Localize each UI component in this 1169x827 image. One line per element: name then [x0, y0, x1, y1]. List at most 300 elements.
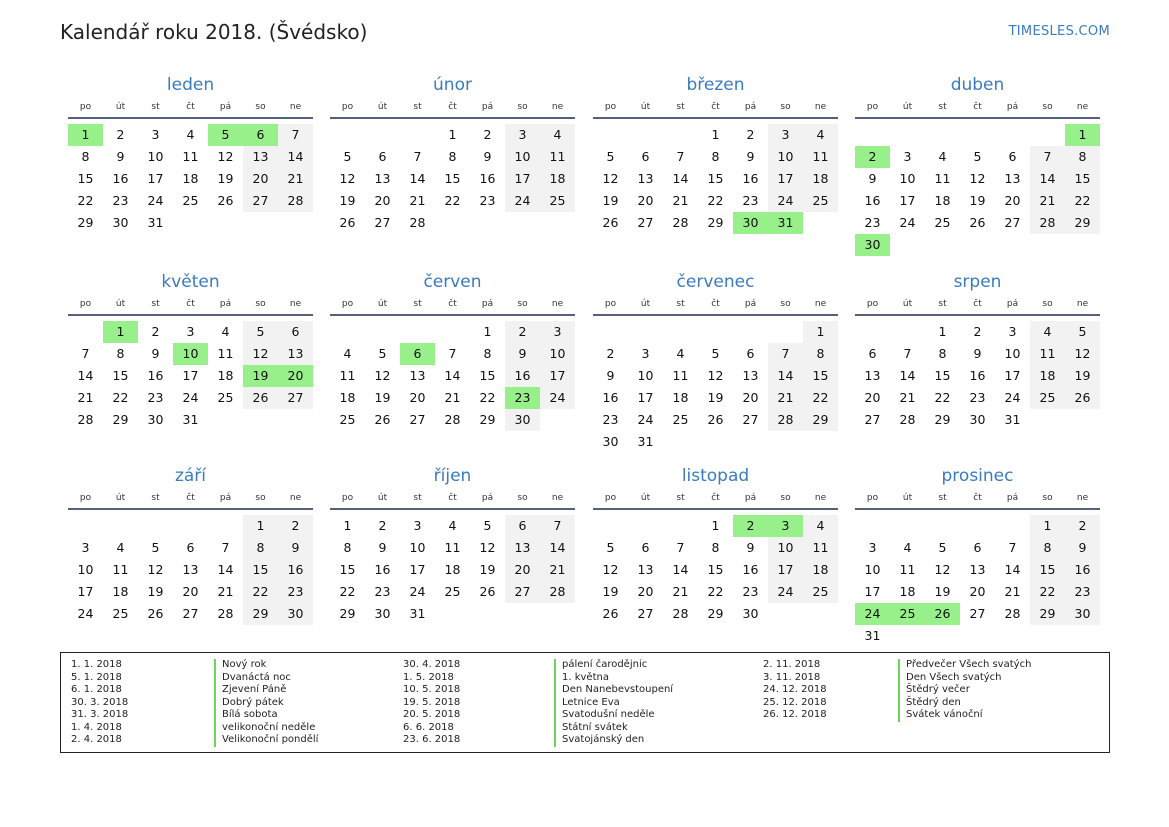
day-cell: 28 — [77, 412, 94, 427]
day-cell: 17 — [768, 168, 803, 190]
day-cell: 2 — [151, 324, 160, 339]
day-cell: 13 — [637, 171, 654, 186]
weekday-label: st — [151, 493, 160, 503]
day-cell: 4 — [221, 324, 230, 339]
month-name: květen — [161, 272, 220, 292]
day-cell: 22 — [479, 390, 496, 405]
day-cell: 29 — [479, 412, 496, 427]
weekday-label: po — [604, 493, 617, 503]
day-cell: 21 — [409, 193, 426, 208]
legend-holiday-name: Velikonoční pondělí — [214, 734, 318, 747]
day-cell: 29 — [934, 412, 951, 427]
weekday-header — [68, 294, 313, 316]
day-cell: 16 — [742, 171, 759, 186]
day-cell: 26 — [147, 606, 164, 621]
day-cell: 18 — [112, 584, 129, 599]
day-cell: 1 — [711, 518, 720, 533]
day-cell: 20 — [969, 584, 986, 599]
weekday-label: so — [255, 493, 266, 503]
day-cell: 31 — [409, 606, 426, 621]
day-cell: 24 — [768, 581, 803, 603]
day-cell: 30 — [374, 606, 391, 621]
day-cell: 14 — [278, 146, 313, 168]
weekday-label: pá — [744, 299, 757, 309]
weekday-label: pá — [219, 102, 232, 112]
weekday-label: út — [115, 493, 126, 503]
legend-holiday-name: velikonoční neděle — [214, 722, 318, 735]
day-cell: 23 — [1065, 581, 1100, 603]
day-cell: 7 — [768, 343, 803, 365]
weekday-label: so — [517, 299, 528, 309]
day-cell: 12 — [1065, 343, 1100, 365]
day-cell: 16 — [505, 365, 540, 387]
month-5 — [68, 270, 313, 427]
day-cell: 14 — [672, 562, 689, 577]
weekday-label: po — [79, 102, 92, 112]
day-cell: 10 — [540, 343, 575, 365]
day-cell: 13 — [182, 562, 199, 577]
weekday-header — [593, 294, 838, 316]
day-cell: 7 — [676, 149, 685, 164]
day-cell: 27 — [278, 387, 313, 409]
weekday-label: so — [255, 102, 266, 112]
month-name: březen — [686, 75, 745, 95]
legend-holiday-name: Nový rok — [214, 659, 318, 672]
day-cell: 2 — [505, 321, 540, 343]
month-name: červenec — [676, 272, 755, 292]
day-cell: 22 — [444, 193, 461, 208]
day-cell: 8 — [343, 540, 352, 555]
weekday-label: po — [341, 102, 354, 112]
weekday-label: so — [1042, 493, 1053, 503]
day-cell: 4 — [540, 124, 575, 146]
day-cell: 19 — [602, 193, 619, 208]
weekday-label: so — [780, 493, 791, 503]
day-cell: 7 — [903, 346, 912, 361]
day-cell: 7 — [413, 149, 422, 164]
day-cell: 20 — [243, 168, 278, 190]
day-cell: 18 — [182, 171, 199, 186]
weekday-label: so — [780, 102, 791, 112]
day-cell: 8 — [938, 346, 947, 361]
day-cell: 6 — [868, 346, 877, 361]
day-cell: 1 — [938, 324, 947, 339]
day-cell: 4 — [903, 540, 912, 555]
day-cell: 21 — [217, 584, 234, 599]
day-cell: 12 — [374, 368, 391, 383]
day-cell: 3 — [768, 124, 803, 146]
day-cell: 20 — [864, 390, 881, 405]
day-cell: 26 — [374, 412, 391, 427]
day-cell: 14 — [77, 368, 94, 383]
month-name: září — [174, 466, 207, 486]
day-cell: 25 — [672, 412, 689, 427]
day-cell: 23 — [112, 193, 129, 208]
day-cell: 28 — [768, 409, 803, 431]
legend-date: 30. 3. 2018 — [71, 696, 129, 708]
day-cell: 9 — [483, 149, 492, 164]
day-cell: 8 — [1030, 537, 1065, 559]
legend-holiday-name: pálení čarodějnic — [554, 659, 673, 672]
day-cell: 2 — [116, 127, 125, 142]
weekday-label: so — [517, 102, 528, 112]
holiday-day: 31 — [768, 212, 803, 234]
day-cell: 28 — [672, 215, 689, 230]
month-10 — [330, 464, 575, 621]
day-cell: 7 — [1008, 540, 1017, 555]
day-cell: 15 — [1065, 168, 1100, 190]
weekday-label: út — [377, 299, 388, 309]
day-cell: 15 — [339, 562, 356, 577]
day-cell: 1 — [803, 321, 838, 343]
month-1 — [68, 73, 313, 230]
legend-date: 10. 5. 2018 — [403, 684, 461, 695]
month-name: červen — [423, 272, 482, 292]
day-cell: 24 — [1004, 390, 1021, 405]
day-cell: 29 — [112, 412, 129, 427]
holiday-day: 24 — [855, 603, 890, 625]
day-cell: 22 — [339, 584, 356, 599]
day-cell: 11 — [803, 537, 838, 559]
day-cell: 7 — [221, 540, 230, 555]
day-cell: 28 — [1030, 212, 1065, 234]
day-cell: 23 — [278, 581, 313, 603]
day-cell: 22 — [1030, 581, 1065, 603]
weekday-header — [330, 488, 575, 510]
legend-date: 1. 4. 2018 — [71, 721, 122, 733]
day-cell: 8 — [803, 343, 838, 365]
day-cell: 25 — [217, 390, 234, 405]
day-cell: 23 — [742, 193, 759, 208]
holiday-day: 2 — [733, 515, 768, 537]
day-cell: 11 — [803, 146, 838, 168]
day-cell: 29 — [803, 409, 838, 431]
day-cell: 17 — [77, 584, 94, 599]
weekday-label: st — [938, 493, 947, 503]
day-cell: 6 — [641, 149, 650, 164]
day-cell: 3 — [540, 321, 575, 343]
day-cell: 18 — [540, 168, 575, 190]
day-cell: 23 — [602, 412, 619, 427]
day-cell: 6 — [641, 540, 650, 555]
day-cell: 24 — [637, 412, 654, 427]
day-cell: 27 — [637, 606, 654, 621]
day-cell: 18 — [217, 368, 234, 383]
day-cell: 13 — [374, 171, 391, 186]
day-cell: 12 — [339, 171, 356, 186]
day-cell: 16 — [1065, 559, 1100, 581]
weekday-header — [68, 97, 313, 119]
day-cell: 3 — [505, 124, 540, 146]
day-cell: 8 — [243, 537, 278, 559]
weekday-header — [330, 294, 575, 316]
day-cell: 16 — [278, 559, 313, 581]
day-cell: 7 — [278, 124, 313, 146]
legend-holiday-name: Svatojánský den — [554, 734, 673, 747]
weekday-label: po — [866, 102, 879, 112]
day-cell: 8 — [448, 149, 457, 164]
day-cell: 11 — [182, 149, 199, 164]
brand-link[interactable]: TIMESLES.COM — [1008, 24, 1110, 39]
day-cell: 14 — [899, 368, 916, 383]
day-cell: 18 — [1030, 365, 1065, 387]
day-cell: 3 — [868, 540, 877, 555]
day-cell: 27 — [742, 412, 759, 427]
day-cell: 6 — [186, 540, 195, 555]
day-cell: 27 — [243, 190, 278, 212]
day-cell: 28 — [1004, 606, 1021, 621]
holiday-day: 2 — [855, 146, 890, 168]
weekday-label: pá — [219, 299, 232, 309]
day-cell: 11 — [540, 146, 575, 168]
weekday-label: st — [413, 299, 422, 309]
day-cell: 21 — [672, 193, 689, 208]
weekday-label: pá — [481, 493, 494, 503]
legend-date: 2. 11. 2018 — [763, 659, 821, 670]
holiday-day: 10 — [173, 343, 208, 365]
day-cell: 11 — [444, 540, 461, 555]
day-cell: 7 — [540, 515, 575, 537]
month-11 — [593, 464, 838, 621]
day-cell: 11 — [112, 562, 129, 577]
legend-date: 25. 12. 2018 — [763, 696, 827, 708]
weekday-label: čt — [186, 299, 195, 309]
day-cell: 5 — [483, 518, 492, 533]
day-cell: 3 — [186, 324, 195, 339]
day-cell: 26 — [602, 215, 619, 230]
day-cell: 17 — [899, 193, 916, 208]
day-cell: 21 — [672, 584, 689, 599]
day-cell: 30 — [969, 412, 986, 427]
day-cell: 17 — [864, 584, 881, 599]
day-cell: 8 — [81, 149, 90, 164]
day-cell: 18 — [803, 168, 838, 190]
legend-dates-1 — [71, 659, 128, 747]
day-cell: 26 — [969, 215, 986, 230]
day-cell: 20 — [637, 193, 654, 208]
holiday-day: 3 — [768, 515, 803, 537]
weekday-label: čt — [448, 299, 457, 309]
day-cell: 12 — [217, 149, 234, 164]
weekday-label: pá — [1006, 493, 1019, 503]
day-cell: 13 — [409, 368, 426, 383]
month-7 — [593, 270, 838, 449]
day-cell: 10 — [77, 562, 94, 577]
day-cell: 12 — [707, 368, 724, 383]
legend-date: 5. 1. 2018 — [71, 671, 122, 683]
day-cell: 16 — [374, 562, 391, 577]
day-cell: 29 — [707, 215, 724, 230]
day-cell: 20 — [1004, 193, 1021, 208]
weekday-label: po — [604, 299, 617, 309]
day-cell: 9 — [868, 171, 877, 186]
day-cell: 28 — [444, 412, 461, 427]
holiday-day: 26 — [925, 603, 960, 625]
day-cell: 6 — [746, 346, 755, 361]
legend-date: 23. 6. 2018 — [403, 734, 461, 745]
weekday-label: ne — [289, 299, 302, 309]
day-cell: 6 — [505, 515, 540, 537]
holiday-legend — [60, 652, 1110, 753]
weekday-label: po — [866, 493, 879, 503]
holiday-day: 6 — [243, 124, 278, 146]
day-cell: 25 — [540, 190, 575, 212]
day-cell: 16 — [112, 171, 129, 186]
day-cell: 17 — [1004, 368, 1021, 383]
month-9 — [68, 464, 313, 621]
weekday-header — [593, 97, 838, 119]
day-cell: 7 — [448, 346, 457, 361]
holiday-day: 5 — [208, 124, 243, 146]
day-cell: 6 — [1008, 149, 1017, 164]
legend-date: 24. 12. 2018 — [763, 684, 827, 695]
day-cell: 25 — [934, 215, 951, 230]
day-cell: 1 — [448, 127, 457, 142]
day-cell: 25 — [803, 581, 838, 603]
weekday-header — [855, 488, 1100, 510]
day-cell: 16 — [602, 390, 619, 405]
weekday-label: út — [115, 102, 126, 112]
day-cell: 16 — [969, 368, 986, 383]
day-cell: 25 — [112, 606, 129, 621]
page-title: Kalendář roku 2018. (Švédsko) — [60, 20, 368, 44]
day-cell: 17 — [147, 171, 164, 186]
weekday-label: čt — [711, 493, 720, 503]
day-cell: 27 — [505, 581, 540, 603]
legend-names-2 — [554, 659, 673, 747]
weekday-label: čt — [973, 493, 982, 503]
day-cell: 1 — [243, 515, 278, 537]
day-cell: 15 — [707, 171, 724, 186]
day-cell: 17 — [182, 368, 199, 383]
day-cell: 9 — [746, 540, 755, 555]
day-cell: 26 — [707, 412, 724, 427]
weekday-label: ne — [289, 102, 302, 112]
day-cell: 7 — [676, 540, 685, 555]
weekday-header — [593, 488, 838, 510]
day-cell: 27 — [374, 215, 391, 230]
day-cell: 8 — [711, 149, 720, 164]
day-cell: 5 — [1065, 321, 1100, 343]
day-cell: 28 — [672, 606, 689, 621]
day-cell: 20 — [637, 584, 654, 599]
month-4 — [855, 73, 1100, 252]
day-cell: 19 — [969, 193, 986, 208]
weekday-label: čt — [973, 102, 982, 112]
day-cell: 21 — [768, 387, 803, 409]
weekday-header — [330, 97, 575, 119]
day-cell: 19 — [339, 193, 356, 208]
weekday-label: čt — [448, 493, 457, 503]
day-cell: 5 — [711, 346, 720, 361]
holiday-day: 1 — [103, 321, 138, 343]
day-cell: 10 — [768, 146, 803, 168]
day-cell: 9 — [973, 346, 982, 361]
day-cell: 4 — [343, 346, 352, 361]
day-cell: 22 — [707, 584, 724, 599]
day-cell: 13 — [864, 368, 881, 383]
day-cell: 28 — [409, 215, 426, 230]
legend-holiday-name: Letnice Eva — [554, 697, 673, 710]
day-cell: 4 — [448, 518, 457, 533]
legend-date: 30. 4. 2018 — [403, 659, 461, 670]
legend-dates-3 — [763, 659, 827, 722]
weekday-header — [68, 488, 313, 510]
day-cell: 4 — [116, 540, 125, 555]
month-name: říjen — [433, 466, 472, 486]
legend-dates-2 — [403, 659, 460, 747]
day-cell: 4 — [676, 346, 685, 361]
day-cell: 17 — [637, 390, 654, 405]
day-cell: 3 — [903, 149, 912, 164]
day-cell: 23 — [479, 193, 496, 208]
day-cell: 30 — [742, 606, 759, 621]
weekday-label: ne — [551, 299, 564, 309]
day-cell: 24 — [409, 584, 426, 599]
day-cell: 19 — [479, 562, 496, 577]
day-cell: 26 — [479, 584, 496, 599]
day-cell: 24 — [505, 190, 540, 212]
day-cell: 8 — [711, 540, 720, 555]
day-cell: 5 — [378, 346, 387, 361]
weekday-label: čt — [448, 102, 457, 112]
weekday-label: po — [79, 493, 92, 503]
weekday-label: po — [341, 299, 354, 309]
day-cell: 20 — [182, 584, 199, 599]
day-cell: 5 — [606, 149, 615, 164]
day-cell: 5 — [606, 540, 615, 555]
day-cell: 7 — [81, 346, 90, 361]
holiday-day: 25 — [890, 603, 925, 625]
day-cell: 13 — [969, 562, 986, 577]
legend-holiday-name: Předvečer Všech svatých — [898, 659, 1031, 672]
day-cell: 28 — [899, 412, 916, 427]
day-cell: 25 — [1030, 387, 1065, 409]
legend-holiday-name: Bílá sobota — [214, 709, 318, 722]
day-cell: 22 — [803, 387, 838, 409]
day-cell: 26 — [1065, 387, 1100, 409]
day-cell: 18 — [444, 562, 461, 577]
weekday-label: pá — [481, 299, 494, 309]
day-cell: 14 — [540, 537, 575, 559]
weekday-label: st — [413, 102, 422, 112]
day-cell: 15 — [112, 368, 129, 383]
weekday-label: po — [604, 102, 617, 112]
day-cell: 27 — [182, 606, 199, 621]
day-cell: 2 — [1065, 515, 1100, 537]
day-cell: 17 — [768, 559, 803, 581]
day-cell: 8 — [483, 346, 492, 361]
day-cell: 8 — [116, 346, 125, 361]
weekday-label: ne — [1076, 299, 1089, 309]
weekday-label: út — [377, 102, 388, 112]
day-cell: 30 — [505, 409, 540, 431]
day-cell: 15 — [1030, 559, 1065, 581]
legend-date: 3. 11. 2018 — [763, 671, 821, 683]
day-cell: 11 — [1030, 343, 1065, 365]
day-cell: 14 — [409, 171, 426, 186]
day-cell: 13 — [505, 537, 540, 559]
day-cell: 30 — [112, 215, 129, 230]
month-12 — [855, 464, 1100, 643]
day-cell: 11 — [217, 346, 234, 361]
weekday-label: so — [517, 493, 528, 503]
day-cell: 30 — [1065, 603, 1100, 625]
day-cell: 22 — [112, 390, 129, 405]
day-cell: 16 — [147, 368, 164, 383]
weekday-label: čt — [186, 102, 195, 112]
day-cell: 28 — [278, 190, 313, 212]
